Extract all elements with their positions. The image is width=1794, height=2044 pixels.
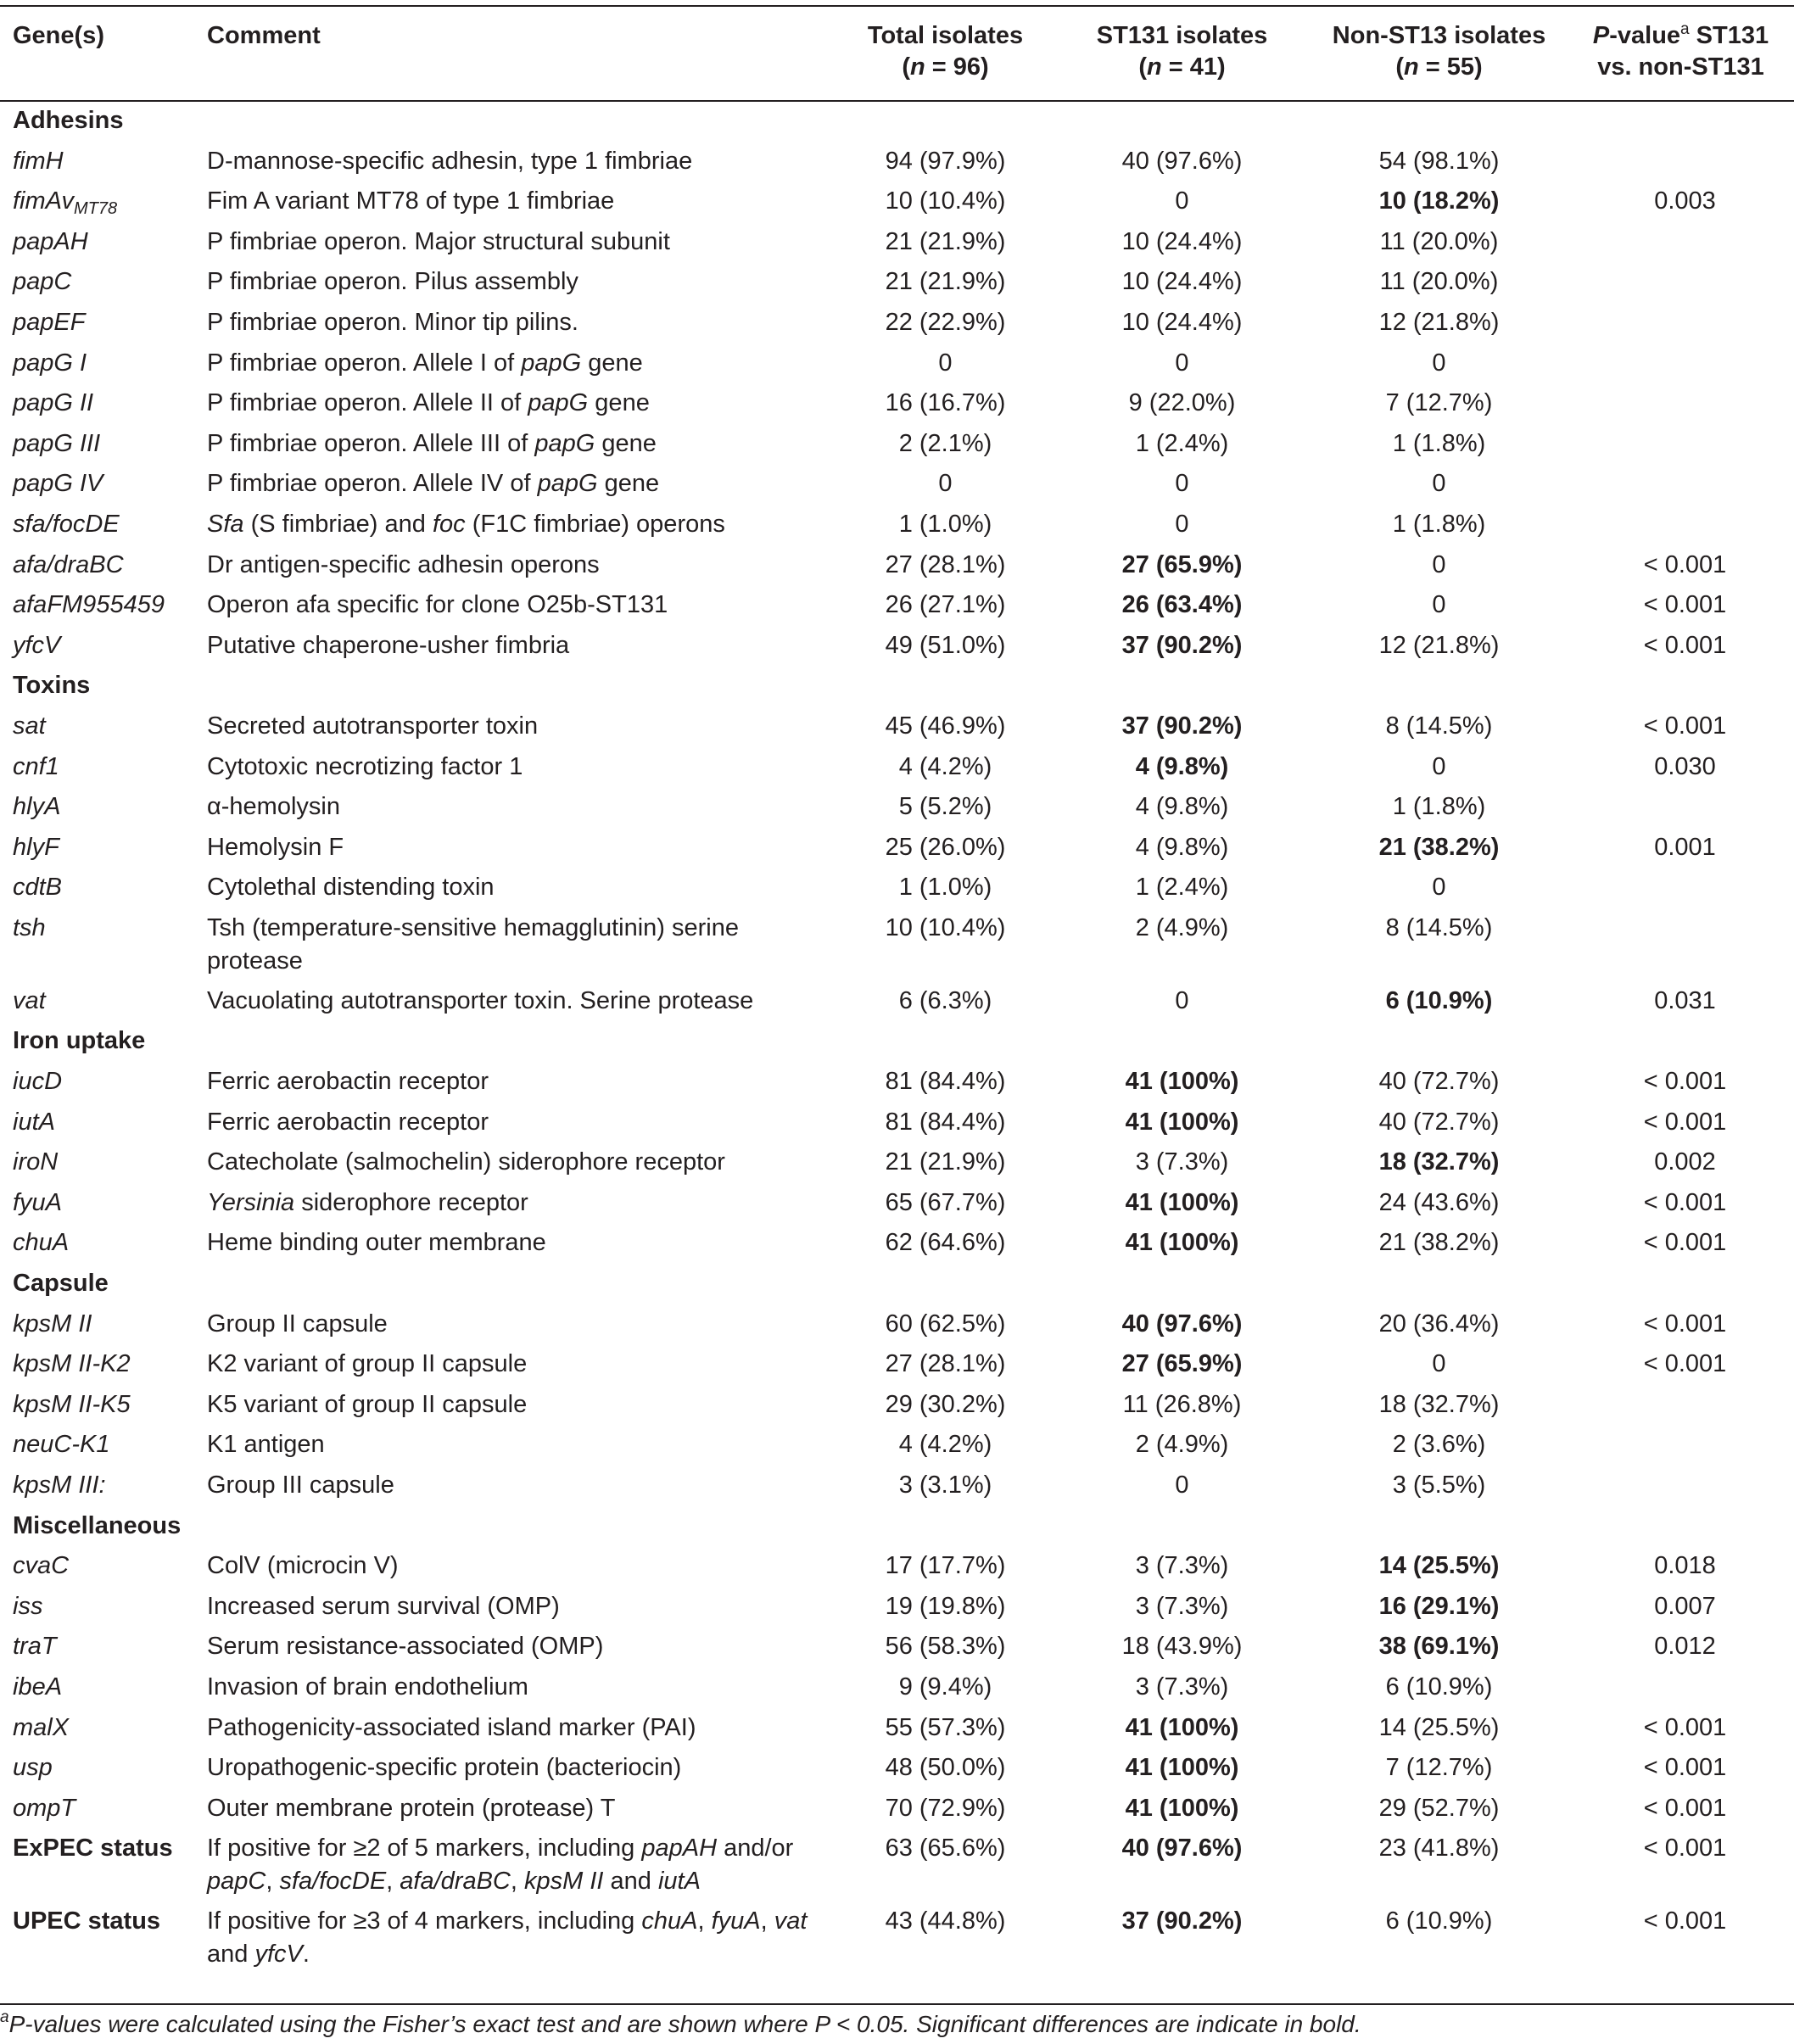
comment-cell: Serum resistance-associated (OMP)	[207, 1633, 604, 1661]
table-row	[0, 1182, 1794, 1223]
p-value-cell: 0.007	[1654, 1592, 1716, 1620]
non-st131-cell: 1 (1.8%)	[1392, 510, 1486, 538]
table-row	[0, 1788, 1794, 1829]
st131-cell: 4 (9.8%)	[1135, 793, 1229, 821]
table-row	[0, 221, 1794, 262]
total-cell: 0	[938, 349, 953, 377]
table-row	[0, 1304, 1794, 1344]
comment-cell: Cytolethal distending toxin	[207, 874, 495, 902]
col-header-total: Total isolates (n = 96)	[867, 22, 1024, 81]
gene-cell: kpsM II-K2	[13, 1350, 131, 1378]
gene-cell: cdtB	[13, 874, 63, 902]
non-st131-cell: 16 (29.1%)	[1378, 1592, 1500, 1620]
total-cell: 81 (84.4%)	[885, 1108, 1006, 1136]
comment-cell: Putative chaperone-usher fimbria	[207, 631, 570, 659]
p-value-cell	[1568, 786, 1794, 827]
total-cell: 49 (51.0%)	[885, 631, 1006, 659]
gene-cell: traT	[13, 1633, 57, 1661]
comment-cell: Secreted autotransporter toxin	[207, 712, 539, 740]
table-row	[0, 261, 1794, 302]
p-value-cell	[1568, 1384, 1794, 1425]
st131-cell: 9 (22.0%)	[1128, 389, 1236, 417]
total-cell: 0	[938, 470, 953, 498]
st131-cell: 2 (4.9%)	[1135, 913, 1229, 941]
table-row	[0, 141, 1794, 182]
st131-cell: 40 (97.6%)	[1121, 147, 1243, 175]
st131-cell: 10 (24.4%)	[1121, 268, 1243, 296]
col-header-st131: ST131 isolates (n = 41)	[1096, 22, 1268, 81]
st131-cell: 1 (2.4%)	[1135, 874, 1229, 902]
comment-cell: K1 antigen	[207, 1431, 325, 1459]
st131-cell: 0	[1175, 1472, 1189, 1499]
section-label: Adhesins	[13, 107, 124, 134]
comment-cell: P fimbriae operon. Allele III of papG gene	[207, 429, 657, 457]
non-st131-cell: 10 (18.2%)	[1378, 187, 1500, 215]
st131-cell: 37 (90.2%)	[1121, 1907, 1243, 1935]
table-row	[0, 423, 1794, 464]
gene-cell: papC	[13, 268, 72, 296]
p-value-cell: 0.002	[1654, 1148, 1716, 1176]
p-value-cell: < 0.001	[1643, 1835, 1727, 1862]
st131-cell: 0	[1175, 349, 1189, 377]
comment-cell: Group II capsule	[207, 1310, 388, 1338]
st131-cell: 18 (43.9%)	[1121, 1633, 1243, 1661]
non-st131-cell: 3 (5.5%)	[1392, 1472, 1486, 1499]
comment-cell: P fimbriae operon. Allele I of papG gene	[207, 349, 643, 377]
st131-cell: 3 (7.3%)	[1135, 1673, 1229, 1701]
gene-cell: ExPEC status	[13, 1835, 173, 1862]
col-header-p-value: P-value$^a$ ST131 vs. non-ST131	[1592, 20, 1769, 81]
comment-cell: α-hemolysin	[207, 793, 340, 821]
gene-cell: papG II	[13, 389, 94, 417]
table-row	[0, 706, 1794, 746]
table-row	[0, 1061, 1794, 1102]
total-cell: 1 (1.0%)	[898, 510, 992, 538]
total-cell: 21 (21.9%)	[885, 268, 1006, 296]
total-cell: 10 (10.4%)	[885, 913, 1006, 941]
gene-cell: cnf1	[13, 752, 59, 780]
total-cell: 6 (6.3%)	[898, 986, 992, 1014]
p-value-cell: < 0.001	[1643, 1108, 1727, 1136]
st131-cell: 41 (100%)	[1125, 1068, 1239, 1096]
gene-cell: vat	[13, 986, 46, 1014]
table-row	[0, 867, 1794, 908]
col-header-gene: Gene(s)	[13, 22, 104, 49]
comment-cell: Dr antigen-specific adhesin operons	[207, 550, 600, 578]
section-row-capsule	[0, 1263, 1794, 1304]
p-value-cell: 0.031	[1654, 986, 1716, 1014]
comment-cell: K2 variant of group II capsule	[207, 1350, 528, 1378]
comment-cell: Cytotoxic necrotizing factor 1	[207, 752, 523, 780]
p-value-cell: < 0.001	[1643, 712, 1727, 740]
st131-cell: 0	[1175, 187, 1189, 215]
total-cell: 56 (58.3%)	[885, 1633, 1006, 1661]
comment-cell: If positive for ≥2 of 5 markers, including papAH and/or papC, sfa/focDE, afa/draBC, kpsM II and iutA	[207, 1835, 794, 1896]
total-cell: 27 (28.1%)	[885, 1350, 1006, 1378]
gene-cell: fimAv$_{MT78}$	[13, 187, 118, 219]
total-cell: 3 (3.1%)	[898, 1472, 992, 1499]
p-value-cell	[1568, 141, 1794, 182]
gene-cell: hlyA	[13, 793, 61, 821]
table-row	[0, 1545, 1794, 1586]
non-st131-cell: 0	[1432, 550, 1446, 578]
section-row-iron-uptake	[0, 1020, 1794, 1061]
st131-cell: 41 (100%)	[1125, 1188, 1239, 1216]
col-header-comment: Comment	[207, 22, 321, 49]
comment-cell: Fim A variant MT78 of type 1 fimbriae	[207, 187, 615, 215]
p-value-cell: < 0.001	[1643, 1754, 1727, 1782]
st131-cell: 4 (9.8%)	[1135, 833, 1229, 861]
table-row	[0, 625, 1794, 666]
total-cell: 9 (9.4%)	[898, 1673, 992, 1701]
non-st131-cell: 21 (38.2%)	[1378, 833, 1500, 861]
non-st131-cell: 14 (25.5%)	[1378, 1713, 1500, 1741]
table-row-upec-status	[0, 1901, 1794, 1974]
p-value-cell: < 0.001	[1643, 591, 1727, 619]
table-row	[0, 504, 1794, 545]
non-st131-cell: 7 (12.7%)	[1385, 1754, 1493, 1782]
total-cell: 4 (4.2%)	[898, 1431, 992, 1459]
total-cell: 45 (46.9%)	[885, 712, 1006, 740]
p-value-cell: < 0.001	[1643, 1229, 1727, 1257]
comment-cell: Group III capsule	[207, 1472, 394, 1499]
gene-cell: ibeA	[13, 1673, 63, 1701]
st131-cell: 37 (90.2%)	[1121, 631, 1243, 659]
non-st131-cell: 7 (12.7%)	[1385, 389, 1493, 417]
comment-cell: Sfa (S fimbriae) and foc (F1C fimbriae) operons	[207, 510, 725, 538]
section-row-adhesins	[0, 100, 1794, 141]
non-st131-cell: 21 (38.2%)	[1378, 1229, 1500, 1257]
st131-cell: 0	[1175, 986, 1189, 1014]
non-st131-cell: 11 (20.0%)	[1379, 268, 1499, 296]
section-label: Capsule	[13, 1270, 109, 1298]
table-row	[0, 1667, 1794, 1707]
section-row-miscellaneous	[0, 1505, 1794, 1546]
total-cell: 94 (97.9%)	[885, 147, 1006, 175]
table-row	[0, 1747, 1794, 1788]
comment-cell: Increased serum survival (OMP)	[207, 1592, 560, 1620]
gene-cell: fyuA	[13, 1188, 63, 1216]
total-cell: 48 (50.0%)	[885, 1754, 1006, 1782]
st131-cell: 41 (100%)	[1125, 1713, 1239, 1741]
non-st131-cell: 14 (25.5%)	[1378, 1552, 1500, 1580]
table-row	[0, 545, 1794, 585]
total-cell: 16 (16.7%)	[885, 389, 1006, 417]
total-cell: 1 (1.0%)	[898, 874, 992, 902]
total-cell: 60 (62.5%)	[885, 1310, 1006, 1338]
comment-cell: If positive for ≥3 of 4 markers, including chuA, fyuA, vat and yfcV.	[207, 1907, 808, 1969]
non-st131-cell: 6 (10.9%)	[1385, 1907, 1493, 1935]
non-st131-cell: 0	[1432, 591, 1446, 619]
table-row	[0, 1343, 1794, 1384]
comment-cell: P fimbriae operon. Allele II of papG gene	[207, 389, 650, 417]
gene-cell: iucD	[13, 1068, 63, 1096]
gene-cell: neuC-K1	[13, 1431, 110, 1459]
st131-cell: 40 (97.6%)	[1121, 1835, 1243, 1862]
section-label: Toxins	[13, 672, 91, 700]
p-value-cell: 0.003	[1654, 187, 1716, 215]
section-row-toxins	[0, 665, 1794, 706]
non-st131-cell: 0	[1432, 1350, 1446, 1378]
comment-cell: P fimbriae operon. Major structural subunit	[207, 227, 670, 255]
table-row	[0, 302, 1794, 343]
comment-cell: Hemolysin F	[207, 833, 344, 861]
non-st131-cell: 0	[1432, 349, 1446, 377]
p-value-cell: < 0.001	[1643, 1794, 1727, 1822]
p-value-cell: 0.030	[1654, 752, 1716, 780]
non-st131-cell: 18 (32.7%)	[1378, 1390, 1500, 1418]
p-value-cell: 0.001	[1654, 833, 1716, 861]
total-cell: 63 (65.6%)	[885, 1835, 1006, 1862]
non-st131-cell: 54 (98.1%)	[1378, 147, 1500, 175]
gene-cell: papG I	[13, 349, 87, 377]
st131-cell: 3 (7.3%)	[1135, 1552, 1229, 1580]
table-row	[0, 786, 1794, 827]
gene-cell: papAH	[13, 227, 88, 255]
comment-cell: K5 variant of group II capsule	[207, 1390, 528, 1418]
total-cell: 2 (2.1%)	[898, 429, 992, 457]
col-header-non-st131: Non-ST13 isolates (n = 55)	[1332, 22, 1546, 81]
non-st131-cell: 40 (72.7%)	[1378, 1068, 1500, 1096]
non-st131-cell: 8 (14.5%)	[1385, 913, 1493, 941]
non-st131-cell: 11 (20.0%)	[1379, 227, 1499, 255]
comment-cell: P fimbriae operon. Allele IV of papG gene	[207, 470, 660, 498]
p-value-cell	[1568, 463, 1794, 504]
non-st131-cell: 2 (3.6%)	[1392, 1431, 1486, 1459]
non-st131-cell: 12 (21.8%)	[1378, 631, 1500, 659]
p-value-cell	[1568, 504, 1794, 545]
p-value-cell	[1568, 343, 1794, 383]
table-row	[0, 1465, 1794, 1505]
total-cell: 29 (30.2%)	[885, 1390, 1006, 1418]
p-value-cell: 0.018	[1654, 1552, 1716, 1580]
st131-cell: 11 (26.8%)	[1122, 1390, 1242, 1418]
st131-cell: 0	[1175, 470, 1189, 498]
comment-cell: ColV (microcin V)	[207, 1552, 399, 1580]
comment-cell: P fimbriae operon. Pilus assembly	[207, 268, 578, 296]
total-cell: 21 (21.9%)	[885, 1148, 1006, 1176]
gene-cell: chuA	[13, 1229, 70, 1257]
p-value-cell	[1568, 302, 1794, 343]
comment-cell: Ferric aerobactin receptor	[207, 1108, 489, 1136]
gene-cell: papEF	[13, 308, 86, 336]
total-cell: 17 (17.7%)	[885, 1552, 1006, 1580]
st131-cell: 27 (65.9%)	[1121, 550, 1243, 578]
p-value-cell	[1568, 867, 1794, 908]
table-row-expec-status	[0, 1828, 1794, 1901]
table-row	[0, 343, 1794, 383]
section-label: Iron uptake	[13, 1027, 146, 1055]
non-st131-cell: 29 (52.7%)	[1378, 1794, 1500, 1822]
gene-cell: sat	[13, 712, 46, 740]
p-value-cell: < 0.001	[1643, 631, 1727, 659]
total-cell: 10 (10.4%)	[885, 187, 1006, 215]
gene-cell: fimH	[13, 147, 64, 175]
comment-cell: Catecholate (salmochelin) siderophore receptor	[207, 1148, 725, 1176]
non-st131-cell: 0	[1432, 874, 1446, 902]
table-header-row	[0, 8, 1794, 100]
gene-cell: tsh	[13, 913, 46, 941]
st131-cell: 10 (24.4%)	[1121, 308, 1243, 336]
non-st131-cell: 12 (21.8%)	[1378, 308, 1500, 336]
comment-cell: Invasion of brain endothelium	[207, 1673, 528, 1701]
table-footnote: $^a$P-values were calculated using the Fisher’s exact test and are shown where P < 0.05. Significant differences are indicate in bold.	[0, 2008, 1361, 2037]
comment-cell: Vacuolating autotransporter toxin. Serine protease	[207, 986, 754, 1014]
p-value-cell	[1568, 1465, 1794, 1505]
non-st131-cell: 40 (72.7%)	[1378, 1108, 1500, 1136]
p-value-cell: < 0.001	[1643, 1713, 1727, 1741]
st131-cell: 0	[1175, 510, 1189, 538]
table-top-rule	[0, 5, 1794, 7]
comment-cell: Operon afa specific for clone O25b-ST131	[207, 591, 668, 619]
table-row	[0, 980, 1794, 1021]
table-row	[0, 463, 1794, 504]
total-cell: 22 (22.9%)	[885, 308, 1006, 336]
table-row	[0, 1384, 1794, 1425]
p-value-cell	[1568, 1667, 1794, 1707]
st131-cell: 26 (63.4%)	[1121, 591, 1243, 619]
non-st131-cell: 0	[1432, 470, 1446, 498]
table-row	[0, 1222, 1794, 1263]
comment-cell: Ferric aerobactin receptor	[207, 1068, 489, 1096]
p-value-cell: < 0.001	[1643, 1350, 1727, 1378]
non-st131-cell: 6 (10.9%)	[1385, 1673, 1493, 1701]
section-label: Miscellaneous	[13, 1511, 182, 1539]
total-cell: 26 (27.1%)	[885, 591, 1006, 619]
gene-cell: iutA	[13, 1108, 55, 1136]
comment-cell: Outer membrane protein (protease) T	[207, 1794, 616, 1822]
comment-cell: Heme binding outer membrane	[207, 1229, 546, 1257]
p-value-cell: 0.012	[1654, 1633, 1716, 1661]
p-value-cell: < 0.001	[1643, 1188, 1727, 1216]
total-cell: 4 (4.2%)	[898, 752, 992, 780]
p-value-cell	[1568, 221, 1794, 262]
table-row	[0, 1142, 1794, 1182]
gene-cell: afa/draBC	[13, 550, 124, 578]
gene-cell: hlyF	[13, 833, 59, 861]
p-value-cell	[1568, 261, 1794, 302]
st131-cell: 3 (7.3%)	[1135, 1592, 1229, 1620]
p-value-cell: < 0.001	[1643, 1068, 1727, 1096]
p-value-cell	[1568, 383, 1794, 423]
table-row	[0, 181, 1794, 221]
table-bottom-rule	[0, 2003, 1794, 2005]
table-row	[0, 383, 1794, 423]
gene-cell: iroN	[13, 1148, 59, 1176]
p-value-cell: < 0.001	[1643, 1310, 1727, 1338]
non-st131-cell: 20 (36.4%)	[1378, 1310, 1500, 1338]
non-st131-cell: 23 (41.8%)	[1378, 1835, 1500, 1862]
comment-cell: Yersinia siderophore receptor	[207, 1188, 528, 1216]
non-st131-cell: 24 (43.6%)	[1378, 1188, 1500, 1216]
non-st131-cell: 6 (10.9%)	[1385, 986, 1493, 1014]
table-row	[0, 908, 1794, 980]
gene-cell: malX	[13, 1713, 70, 1741]
gene-cell: papG III	[13, 429, 101, 457]
non-st131-cell: 1 (1.8%)	[1392, 793, 1486, 821]
st131-cell: 41 (100%)	[1125, 1794, 1239, 1822]
total-cell: 21 (21.9%)	[885, 227, 1006, 255]
gene-cell: iss	[13, 1592, 43, 1620]
total-cell: 43 (44.8%)	[885, 1907, 1006, 1935]
p-value-cell: < 0.001	[1643, 550, 1727, 578]
gene-cell: sfa/focDE	[13, 510, 120, 538]
gene-cell: kpsM II-K5	[13, 1390, 131, 1418]
total-cell: 62 (64.6%)	[885, 1229, 1006, 1257]
non-st131-cell: 18 (32.7%)	[1378, 1148, 1500, 1176]
table-row	[0, 1707, 1794, 1748]
total-cell: 70 (72.9%)	[885, 1794, 1006, 1822]
virulence-gene-table	[0, 8, 1794, 1974]
table-row	[0, 1424, 1794, 1465]
st131-cell: 27 (65.9%)	[1121, 1350, 1243, 1378]
gene-cell: cvaC	[13, 1552, 70, 1580]
st131-cell: 41 (100%)	[1125, 1108, 1239, 1136]
st131-cell: 40 (97.6%)	[1121, 1310, 1243, 1338]
p-value-cell	[1568, 423, 1794, 464]
gene-cell: UPEC status	[13, 1907, 161, 1935]
comment-cell: P fimbriae operon. Minor tip pilins.	[207, 308, 578, 336]
total-cell: 27 (28.1%)	[885, 550, 1006, 578]
comment-cell: Pathogenicity-associated island marker (PAI)	[207, 1713, 696, 1741]
gene-cell: kpsM III:	[13, 1472, 106, 1499]
table-row	[0, 1102, 1794, 1142]
table-row	[0, 1586, 1794, 1627]
total-cell: 19 (19.8%)	[885, 1592, 1006, 1620]
st131-cell: 10 (24.4%)	[1121, 227, 1243, 255]
non-st131-cell: 38 (69.1%)	[1378, 1633, 1500, 1661]
table-row	[0, 827, 1794, 868]
gene-cell: usp	[13, 1754, 53, 1782]
p-value-cell: < 0.001	[1643, 1907, 1727, 1935]
total-cell: 55 (57.3%)	[885, 1713, 1006, 1741]
gene-cell: afaFM955459	[13, 591, 165, 619]
p-value-cell	[1568, 1424, 1794, 1465]
st131-cell: 41 (100%)	[1125, 1229, 1239, 1257]
non-st131-cell: 0	[1432, 752, 1446, 780]
p-value-cell	[1568, 908, 1794, 980]
comment-cell: Tsh (temperature-sensitive hemagglutinin) serine protease	[207, 913, 740, 975]
table-row	[0, 746, 1794, 787]
st131-cell: 41 (100%)	[1125, 1754, 1239, 1782]
st131-cell: 37 (90.2%)	[1121, 712, 1243, 740]
comment-cell: Uropathogenic-specific protein (bacteriocin)	[207, 1754, 682, 1782]
st131-cell: 2 (4.9%)	[1135, 1431, 1229, 1459]
table-row	[0, 1626, 1794, 1667]
non-st131-cell: 8 (14.5%)	[1385, 712, 1493, 740]
total-cell: 65 (67.7%)	[885, 1188, 1006, 1216]
total-cell: 5 (5.2%)	[898, 793, 992, 821]
comment-cell: D-mannose-specific adhesin, type 1 fimbriae	[207, 147, 693, 175]
non-st131-cell: 1 (1.8%)	[1392, 429, 1486, 457]
gene-cell: kpsM II	[13, 1310, 92, 1338]
total-cell: 25 (26.0%)	[885, 833, 1006, 861]
total-cell: 81 (84.4%)	[885, 1068, 1006, 1096]
st131-cell: 1 (2.4%)	[1135, 429, 1229, 457]
table-row	[0, 584, 1794, 625]
gene-cell: yfcV	[13, 631, 61, 659]
gene-cell: papG IV	[13, 470, 103, 498]
st131-cell: 3 (7.3%)	[1135, 1148, 1229, 1176]
gene-cell: ompT	[13, 1794, 76, 1822]
st131-cell: 4 (9.8%)	[1135, 752, 1229, 780]
